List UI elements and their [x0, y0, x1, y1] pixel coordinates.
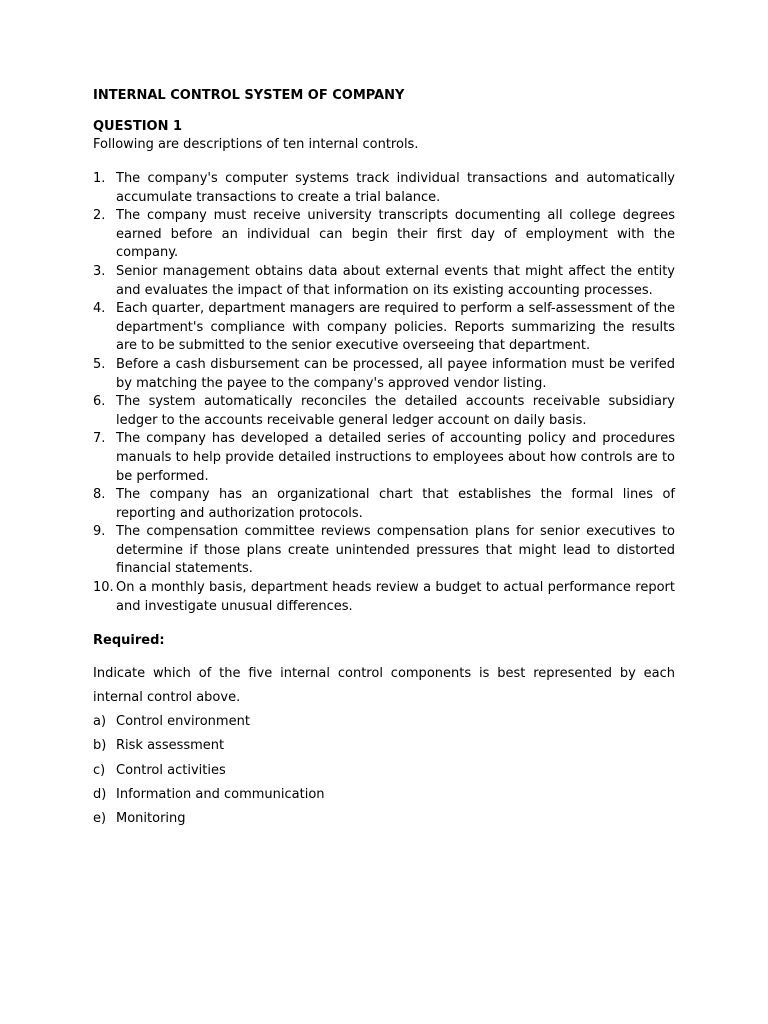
component-item	[93, 734, 675, 758]
component-text: Risk assessment	[116, 738, 225, 754]
control-item	[93, 430, 675, 486]
control-components-list	[93, 710, 675, 831]
component-item	[93, 710, 675, 734]
internal-controls-list	[93, 170, 675, 616]
control-number: 2.	[93, 208, 106, 224]
control-item	[93, 300, 675, 356]
control-item	[93, 523, 675, 579]
control-text: Before a cash disbursement can be processed, all payee information must be verifed by matching the payee to the company's approved vendor listing.	[116, 356, 675, 391]
control-text: Senior management obtains data about external events that might affect the entity and evaluates the impact of that information on its existing accounting processes.	[116, 263, 675, 298]
required-heading: Required:	[93, 633, 165, 649]
component-text: Control activities	[116, 762, 226, 778]
control-text: The company has developed a detailed series of accounting policy and procedures manuals to help provide detailed instructions to employees about how controls are to be performed.	[116, 431, 675, 484]
control-text: Each quarter, department managers are required to perform a self-assessment of the department's compliance with company policies. Reports summarizing the results are to be submitted to the senior executive overseeing that department.	[116, 301, 675, 354]
control-text: On a monthly basis, department heads review a budget to actual performance report and investigate unusual differences.	[116, 580, 675, 614]
component-item	[93, 783, 675, 807]
control-number: 10.	[93, 580, 114, 596]
component-item	[93, 759, 675, 783]
control-number: 9.	[93, 524, 106, 540]
document-page	[93, 86, 675, 831]
control-text: The company must receive university transcripts documenting all college degrees earned before an individual can begin their first day of employment with the company.	[116, 208, 675, 261]
component-item	[93, 807, 675, 831]
control-item	[93, 207, 675, 263]
component-text: Monitoring	[116, 811, 186, 827]
component-letter: e)	[93, 811, 107, 827]
control-text: The compensation committee reviews compensation plans for senior executives to determine if those plans create unintended pressures that might lead to distorted financial statements.	[116, 524, 675, 577]
control-item	[93, 393, 675, 430]
component-letter: a)	[93, 714, 107, 730]
control-number: 4.	[93, 301, 106, 317]
component-text: Control environment	[116, 714, 250, 730]
component-letter: c)	[93, 762, 106, 778]
control-number: 1.	[93, 171, 106, 186]
document-title: INTERNAL CONTROL SYSTEM OF COMPANY	[93, 88, 405, 103]
component-letter: b)	[93, 738, 107, 754]
control-item	[93, 486, 675, 523]
control-number: 5.	[93, 356, 106, 372]
required-instruction: Indicate which of the five internal control components is best represented by each internal control above.	[93, 666, 675, 706]
control-number: 6.	[93, 394, 106, 410]
question-heading: QUESTION 1	[93, 119, 183, 134]
control-number: 7.	[93, 431, 106, 447]
control-item	[93, 263, 675, 300]
component-letter: d)	[93, 786, 107, 802]
control-item	[93, 170, 675, 207]
control-number: 8.	[93, 487, 106, 503]
question-intro: Following are descriptions of ten internal controls.	[93, 137, 419, 152]
control-text: The company's computer systems track individual transactions and automatically accumulate transactions to create a trial balance.	[116, 171, 675, 205]
control-number: 3.	[93, 263, 106, 279]
component-text: Information and communication	[116, 786, 325, 802]
control-item	[93, 356, 675, 393]
control-item	[93, 579, 675, 616]
control-text: The system automatically reconciles the detailed accounts receivable subsidiary ledger to the accounts receivable general ledger account on daily basis.	[116, 394, 675, 428]
control-text: The company has an organizational chart that establishes the formal lines of reporting and authorization protocols.	[116, 487, 675, 521]
